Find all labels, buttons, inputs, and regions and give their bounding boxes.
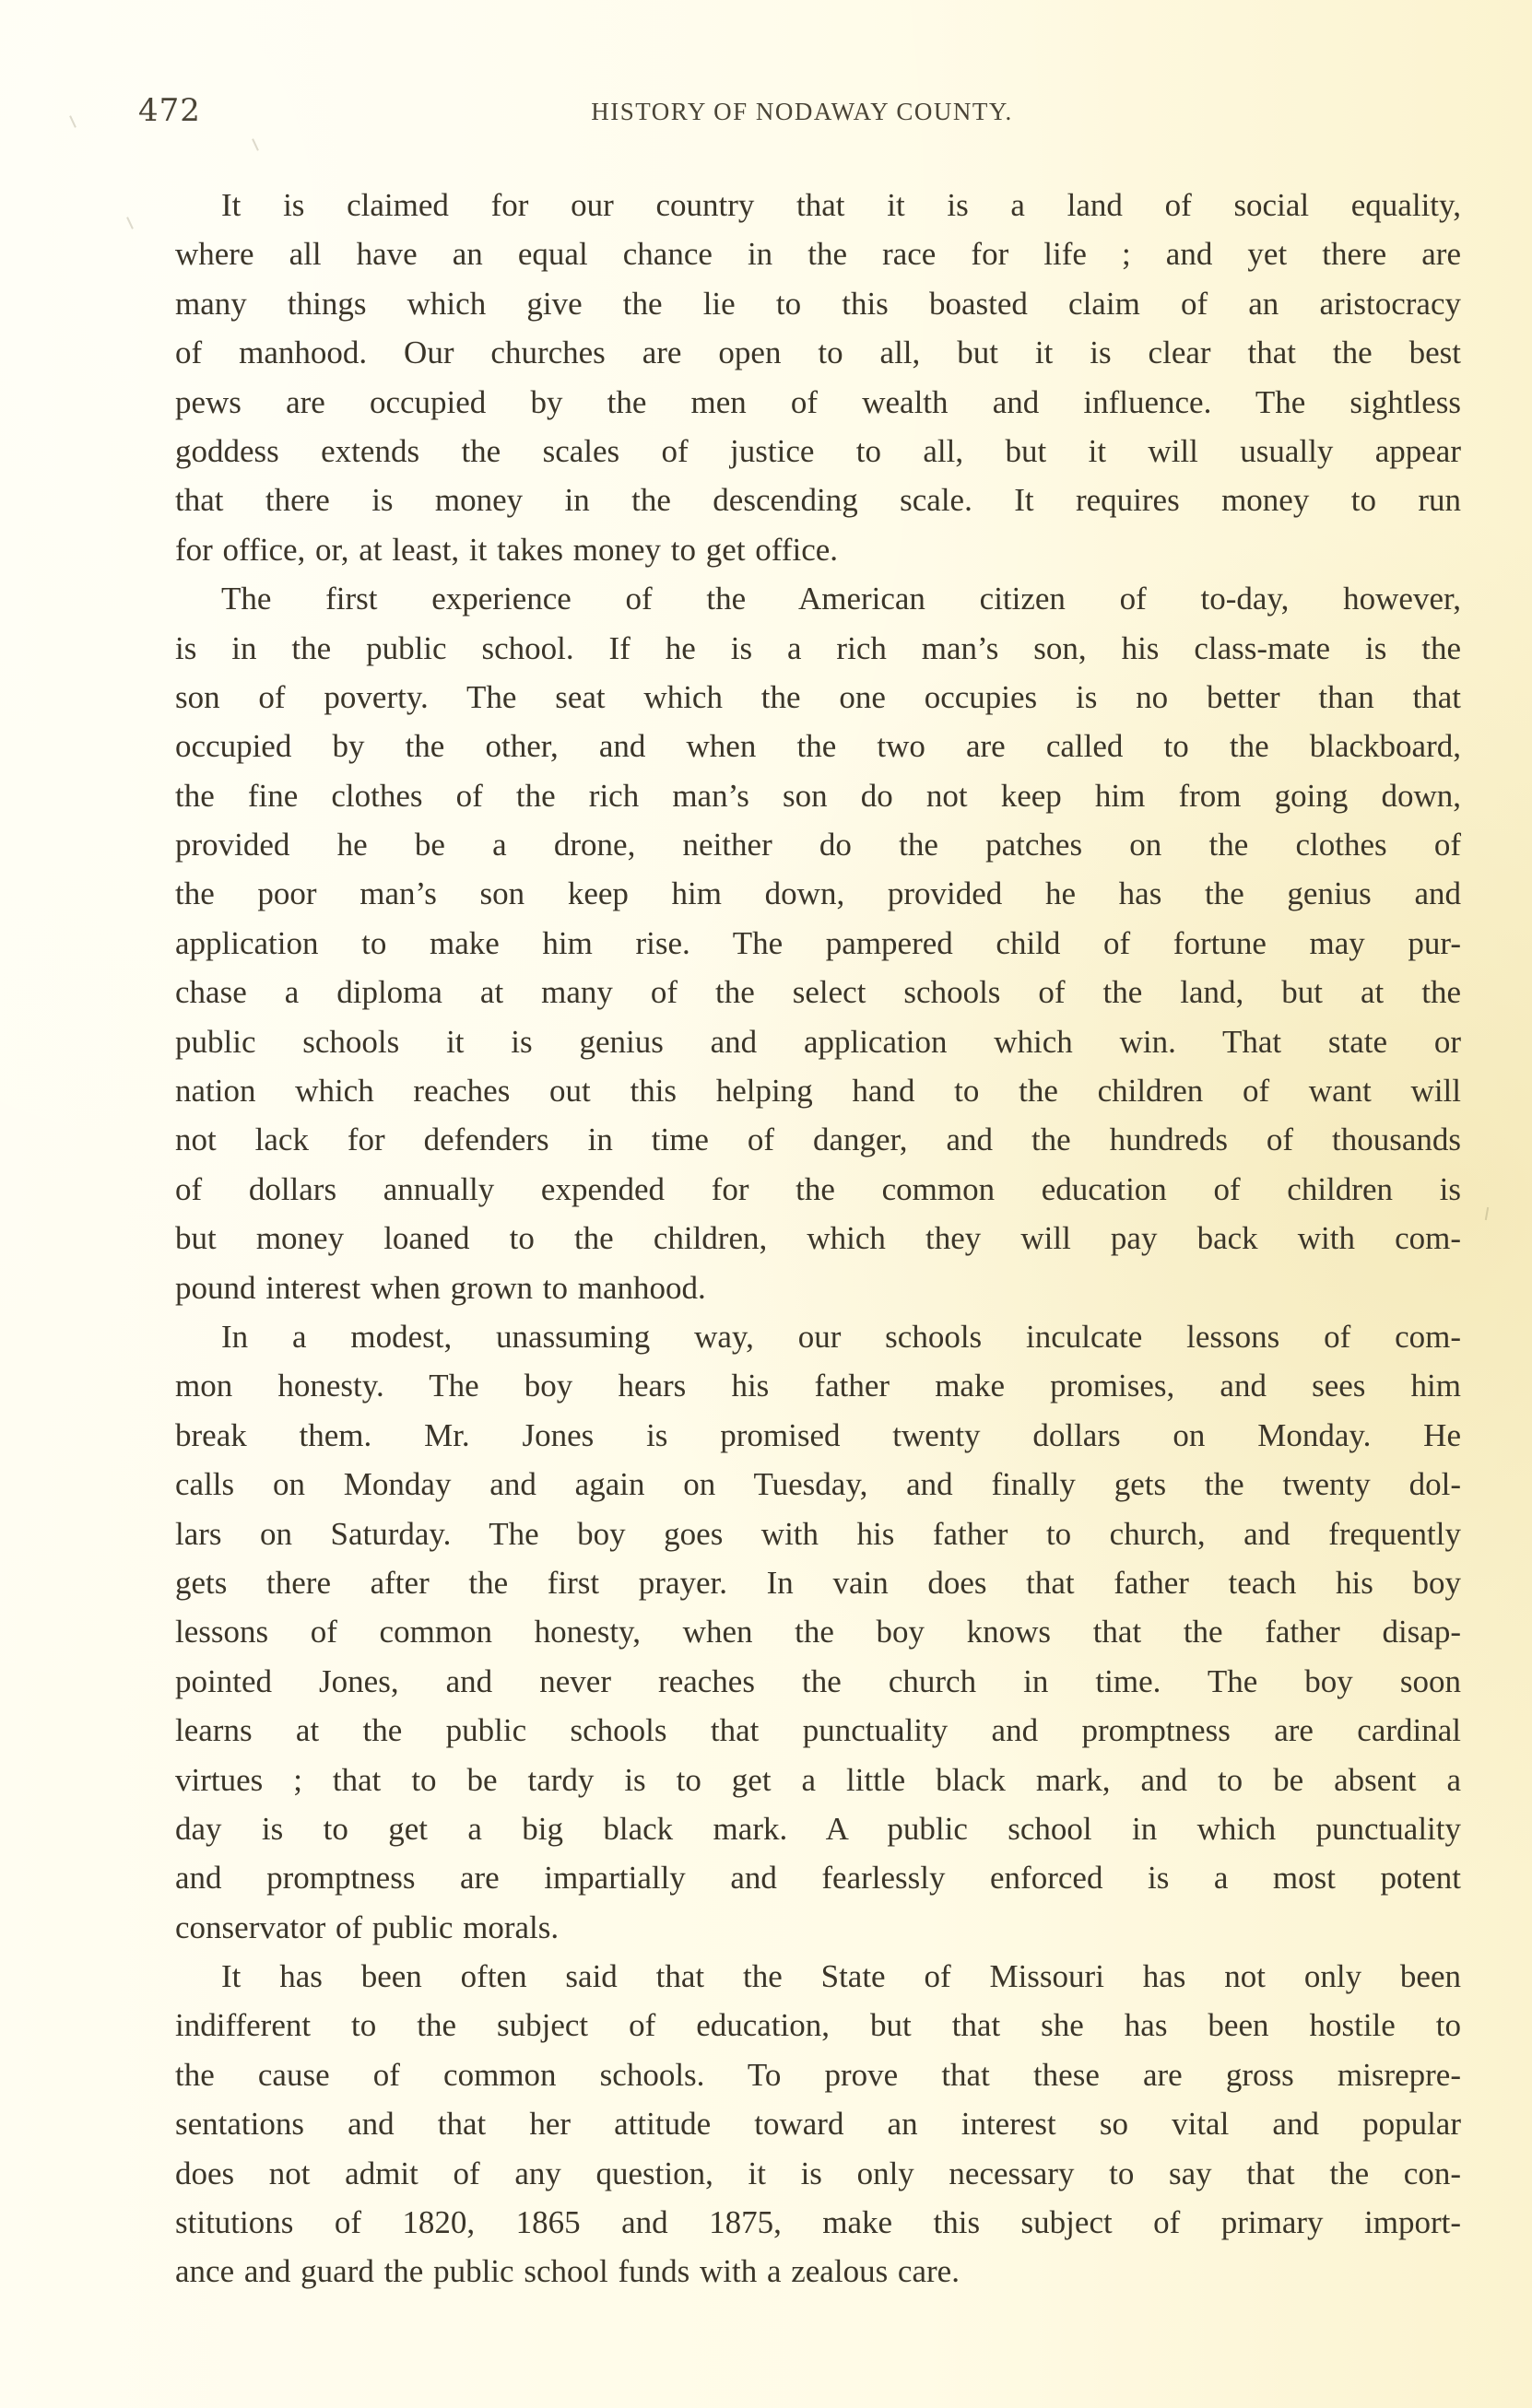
text-line: gets there after the first prayer. In vain does that father teach his boy bbox=[175, 1564, 1461, 1601]
text-line: son of poverty. The seat which the one occupies is no better than that bbox=[175, 678, 1461, 715]
text-line: where all have an equal chance in the race for life ; and yet there are bbox=[175, 236, 1461, 273]
text-line: indifferent to the subject of education, but that she has been hostile to bbox=[175, 2007, 1461, 2044]
text-line: of manhood. Our churches are open to all, but it is clear that the best bbox=[175, 335, 1461, 371]
paper-speck bbox=[69, 115, 77, 128]
text-line: In a modest, unassuming way, our schools inculcate lessons of com- bbox=[221, 1318, 1461, 1355]
text-line: pews are occupied by the men of wealth and influence. The sightless bbox=[175, 383, 1461, 420]
text-line: the fine clothes of the rich man’s son do not keep him from going down, bbox=[175, 777, 1461, 814]
text-line: that there is money in the descending scale. It requires money to run bbox=[175, 482, 1461, 519]
text-line: It is claimed for our country that it is a land of social equality, bbox=[221, 187, 1461, 223]
text-line: sentations and that her attitude toward an interest so vital and popular bbox=[175, 2106, 1461, 2143]
text-line: chase a diploma at many of the select schools of the land, but at the bbox=[175, 974, 1461, 1011]
paragraph-3 bbox=[175, 1312, 1461, 1952]
paper-speck bbox=[252, 138, 259, 151]
text-line: is in the public school. If he is a rich man’s son, his class-mate is the bbox=[175, 629, 1461, 666]
text-line: provided he be a drone, neither do the patches on the clothes of bbox=[175, 827, 1461, 863]
text-line: occupied by the other, and when the two are called to the blackboard, bbox=[175, 728, 1461, 765]
text-line: lars on Saturday. The boy goes with his father to church, and frequently bbox=[175, 1515, 1461, 1552]
text-line: of dollars annually expended for the common education of children is bbox=[175, 1170, 1461, 1207]
text-line: goddess extends the scales of justice to all, but it will usually appear bbox=[175, 432, 1461, 469]
text-line: virtues ; that to be tardy is to get a little black mark, and to be absent a bbox=[175, 1761, 1461, 1798]
text-line: stitutions of 1820, 1865 and 1875, make this subject of primary import- bbox=[175, 2204, 1461, 2241]
text-line: calls on Monday and again on Tuesday, and finally gets the twenty dol- bbox=[175, 1466, 1461, 1503]
text-line: nation which reaches out this helping hand to the children of want will bbox=[175, 1073, 1461, 1110]
text-line: pound interest when grown to manhood. bbox=[175, 1269, 706, 1306]
text-line: but money loaned to the children, which they will pay back with com- bbox=[175, 1220, 1461, 1257]
text-line: learns at the public schools that punctuality and promptness are cardinal bbox=[175, 1712, 1461, 1749]
text-line: not lack for defenders in time of danger, and the hundreds of thousands bbox=[175, 1122, 1461, 1158]
text-line: pointed Jones, and never reaches the church in time. The boy soon bbox=[175, 1662, 1461, 1699]
text-line: lessons of common honesty, when the boy knows that the father disap- bbox=[175, 1614, 1461, 1650]
text-line: ance and guard the public school funds with a zealous care. bbox=[175, 2253, 960, 2290]
text-line: break them. Mr. Jones is promised twenty dollars on Monday. He bbox=[175, 1416, 1461, 1453]
paragraph-2 bbox=[175, 574, 1461, 1312]
text-line: for office, or, at least, it takes money to get office. bbox=[175, 531, 839, 568]
text-line: many things which give the lie to this boasted claim of an aristocracy bbox=[175, 285, 1461, 322]
text-line: The first experience of the American citizen of to-day, however, bbox=[221, 581, 1461, 617]
running-title: HISTORY OF NODAWAY COUNTY. bbox=[591, 98, 1013, 125]
paper-speck bbox=[126, 217, 134, 229]
text-line: public schools it is genius and application which win. That state or bbox=[175, 1023, 1461, 1060]
text-line: application to make him rise. The pampered child of fortune may pur- bbox=[175, 924, 1461, 961]
paragraph-1 bbox=[175, 181, 1461, 574]
page-number: 472 bbox=[138, 92, 201, 129]
paper-speck bbox=[1485, 1207, 1489, 1220]
running-head bbox=[138, 92, 1466, 138]
text-line: does not admit of any question, it is only necessary to say that the con- bbox=[175, 2155, 1461, 2191]
text-line: the cause of common schools. To prove that these are gross misrepre- bbox=[175, 2056, 1461, 2093]
text-line: and promptness are impartially and fearlessly enforced is a most potent bbox=[175, 1860, 1461, 1897]
text-line: the poor man’s son keep him down, provided he has the genius and bbox=[175, 875, 1461, 912]
text-line: conservator of public morals. bbox=[175, 1909, 560, 1945]
body-text bbox=[175, 181, 1461, 2296]
text-line: day is to get a big black mark. A public school in which punctuality bbox=[175, 1810, 1461, 1847]
text-line: It has been often said that the State of Missouri has not only been bbox=[221, 1958, 1461, 1995]
text-line: mon honesty. The boy hears his father make promises, and sees him bbox=[175, 1368, 1461, 1404]
paragraph-4 bbox=[175, 1952, 1461, 2296]
